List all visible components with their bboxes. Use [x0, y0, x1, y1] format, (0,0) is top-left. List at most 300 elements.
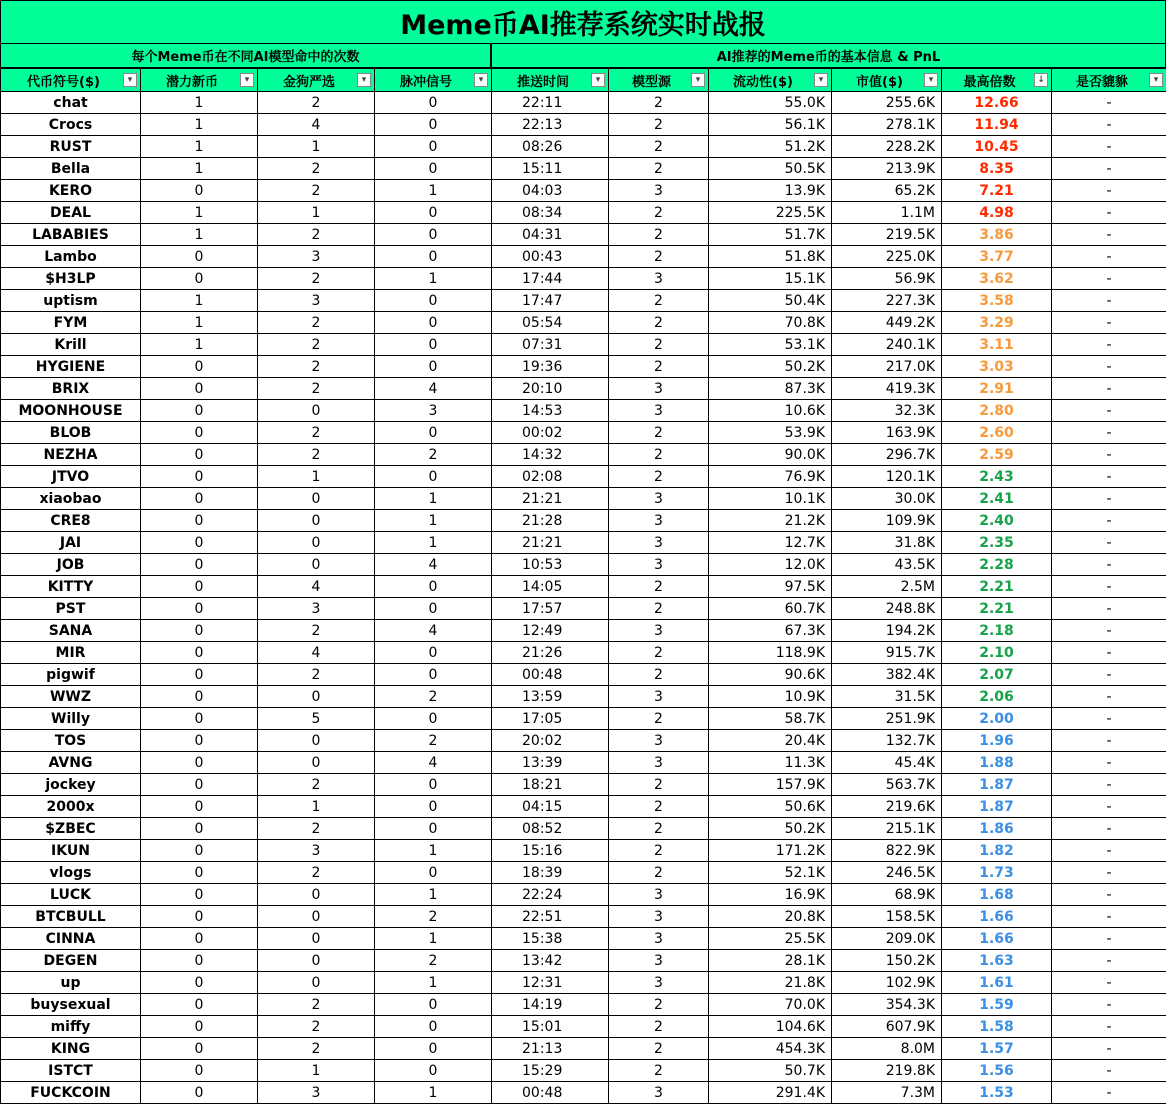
cell-golden-dog[interactable]: 2 [258, 862, 375, 884]
cell-symbol[interactable]: KITTY [1, 576, 141, 598]
cell-pulse-signal[interactable]: 0 [375, 158, 492, 180]
cell-liquidity[interactable]: 225.5K [709, 202, 832, 224]
cell-honeypot[interactable]: - [1052, 928, 1166, 950]
cell-market-cap[interactable]: 822.9K [832, 840, 942, 862]
cell-symbol[interactable]: ISTCT [1, 1060, 141, 1082]
cell-max-multiple[interactable]: 3.58 [942, 290, 1052, 312]
cell-market-cap[interactable]: 56.9K [832, 268, 942, 290]
cell-max-multiple[interactable]: 1.87 [942, 796, 1052, 818]
cell-push-time[interactable]: 19:36 [492, 356, 609, 378]
filter-dropdown-icon[interactable]: ▾ [123, 73, 137, 87]
cell-symbol[interactable]: vlogs [1, 862, 141, 884]
cell-pulse-signal[interactable]: 1 [375, 488, 492, 510]
cell-honeypot[interactable]: - [1052, 312, 1166, 334]
cell-market-cap[interactable]: 219.6K [832, 796, 942, 818]
cell-max-multiple[interactable]: 2.10 [942, 642, 1052, 664]
filter-dropdown-icon[interactable]: ▾ [691, 73, 705, 87]
cell-max-multiple[interactable]: 1.58 [942, 1016, 1052, 1038]
cell-honeypot[interactable]: - [1052, 862, 1166, 884]
cell-potential-new[interactable]: 0 [141, 356, 258, 378]
cell-pulse-signal[interactable]: 0 [375, 466, 492, 488]
cell-liquidity[interactable]: 50.4K [709, 290, 832, 312]
cell-model-source[interactable]: 2 [609, 1016, 709, 1038]
cell-symbol[interactable]: BRIX [1, 378, 141, 400]
cell-golden-dog[interactable]: 2 [258, 268, 375, 290]
cell-golden-dog[interactable]: 2 [258, 620, 375, 642]
cell-liquidity[interactable]: 52.1K [709, 862, 832, 884]
cell-model-source[interactable]: 3 [609, 928, 709, 950]
cell-honeypot[interactable]: - [1052, 224, 1166, 246]
cell-honeypot[interactable]: - [1052, 1060, 1166, 1082]
cell-model-source[interactable]: 2 [609, 246, 709, 268]
cell-pulse-signal[interactable]: 0 [375, 994, 492, 1016]
cell-market-cap[interactable]: 255.6K [832, 92, 942, 114]
cell-symbol[interactable]: DEGEN [1, 950, 141, 972]
cell-symbol[interactable]: KERO [1, 180, 141, 202]
cell-max-multiple[interactable]: 3.62 [942, 268, 1052, 290]
cell-symbol[interactable]: $ZBEC [1, 818, 141, 840]
cell-max-multiple[interactable]: 3.03 [942, 356, 1052, 378]
cell-pulse-signal[interactable]: 1 [375, 1082, 492, 1104]
cell-model-source[interactable]: 2 [609, 312, 709, 334]
cell-push-time[interactable]: 08:52 [492, 818, 609, 840]
cell-push-time[interactable]: 00:43 [492, 246, 609, 268]
cell-pulse-signal[interactable]: 0 [375, 246, 492, 268]
cell-model-source[interactable]: 3 [609, 180, 709, 202]
cell-market-cap[interactable]: 45.4K [832, 752, 942, 774]
cell-symbol[interactable]: TOS [1, 730, 141, 752]
cell-honeypot[interactable]: - [1052, 774, 1166, 796]
cell-model-source[interactable]: 2 [609, 708, 709, 730]
cell-max-multiple[interactable]: 3.29 [942, 312, 1052, 334]
cell-push-time[interactable]: 17:57 [492, 598, 609, 620]
filter-dropdown-icon[interactable]: ▾ [1149, 73, 1163, 87]
cell-symbol[interactable]: SANA [1, 620, 141, 642]
cell-model-source[interactable]: 2 [609, 92, 709, 114]
cell-push-time[interactable]: 00:48 [492, 664, 609, 686]
cell-potential-new[interactable]: 0 [141, 686, 258, 708]
cell-liquidity[interactable]: 291.4K [709, 1082, 832, 1104]
cell-honeypot[interactable]: - [1052, 730, 1166, 752]
cell-honeypot[interactable]: - [1052, 246, 1166, 268]
cell-pulse-signal[interactable]: 2 [375, 730, 492, 752]
cell-market-cap[interactable]: 246.5K [832, 862, 942, 884]
cell-golden-dog[interactable]: 1 [258, 796, 375, 818]
cell-symbol[interactable]: Bella [1, 158, 141, 180]
cell-pulse-signal[interactable]: 0 [375, 598, 492, 620]
cell-symbol[interactable]: up [1, 972, 141, 994]
cell-model-source[interactable]: 2 [609, 994, 709, 1016]
cell-market-cap[interactable]: 227.3K [832, 290, 942, 312]
cell-liquidity[interactable]: 90.0K [709, 444, 832, 466]
cell-golden-dog[interactable]: 3 [258, 1082, 375, 1104]
cell-liquidity[interactable]: 55.0K [709, 92, 832, 114]
cell-pulse-signal[interactable]: 1 [375, 884, 492, 906]
cell-honeypot[interactable]: - [1052, 994, 1166, 1016]
cell-symbol[interactable]: RUST [1, 136, 141, 158]
cell-push-time[interactable]: 04:31 [492, 224, 609, 246]
cell-max-multiple[interactable]: 2.06 [942, 686, 1052, 708]
cell-market-cap[interactable]: 1.1M [832, 202, 942, 224]
filter-dropdown-icon[interactable]: ▾ [357, 73, 371, 87]
cell-model-source[interactable]: 3 [609, 906, 709, 928]
cell-max-multiple[interactable]: 10.45 [942, 136, 1052, 158]
cell-max-multiple[interactable]: 2.80 [942, 400, 1052, 422]
cell-liquidity[interactable]: 118.9K [709, 642, 832, 664]
cell-model-source[interactable]: 2 [609, 422, 709, 444]
cell-honeypot[interactable]: - [1052, 972, 1166, 994]
cell-honeypot[interactable]: - [1052, 114, 1166, 136]
cell-push-time[interactable]: 20:10 [492, 378, 609, 400]
cell-golden-dog[interactable]: 2 [258, 444, 375, 466]
cell-market-cap[interactable]: 251.9K [832, 708, 942, 730]
cell-symbol[interactable]: IKUN [1, 840, 141, 862]
cell-push-time[interactable]: 15:16 [492, 840, 609, 862]
cell-model-source[interactable]: 2 [609, 796, 709, 818]
cell-liquidity[interactable]: 50.6K [709, 796, 832, 818]
cell-symbol[interactable]: HYGIENE [1, 356, 141, 378]
cell-golden-dog[interactable]: 4 [258, 576, 375, 598]
cell-push-time[interactable]: 14:19 [492, 994, 609, 1016]
cell-push-time[interactable]: 21:21 [492, 532, 609, 554]
cell-symbol[interactable]: JTVO [1, 466, 141, 488]
cell-push-time[interactable]: 21:13 [492, 1038, 609, 1060]
cell-liquidity[interactable]: 16.9K [709, 884, 832, 906]
cell-market-cap[interactable]: 120.1K [832, 466, 942, 488]
cell-model-source[interactable]: 3 [609, 510, 709, 532]
cell-liquidity[interactable]: 171.2K [709, 840, 832, 862]
cell-push-time[interactable]: 04:03 [492, 180, 609, 202]
cell-golden-dog[interactable]: 2 [258, 180, 375, 202]
cell-potential-new[interactable]: 0 [141, 510, 258, 532]
cell-push-time[interactable]: 12:31 [492, 972, 609, 994]
cell-symbol[interactable]: Crocs [1, 114, 141, 136]
cell-market-cap[interactable]: 296.7K [832, 444, 942, 466]
cell-symbol[interactable]: uptism [1, 290, 141, 312]
cell-honeypot[interactable]: - [1052, 422, 1166, 444]
cell-model-source[interactable]: 2 [609, 1038, 709, 1060]
cell-potential-new[interactable]: 1 [141, 158, 258, 180]
cell-push-time[interactable]: 17:47 [492, 290, 609, 312]
cell-potential-new[interactable]: 0 [141, 774, 258, 796]
cell-market-cap[interactable]: 219.5K [832, 224, 942, 246]
cell-golden-dog[interactable]: 0 [258, 510, 375, 532]
cell-push-time[interactable]: 21:21 [492, 488, 609, 510]
cell-potential-new[interactable]: 1 [141, 334, 258, 356]
cell-golden-dog[interactable]: 1 [258, 136, 375, 158]
cell-honeypot[interactable]: - [1052, 92, 1166, 114]
cell-liquidity[interactable]: 11.3K [709, 752, 832, 774]
cell-symbol[interactable]: JAI [1, 532, 141, 554]
cell-pulse-signal[interactable]: 0 [375, 774, 492, 796]
cell-potential-new[interactable]: 0 [141, 268, 258, 290]
cell-honeypot[interactable]: - [1052, 136, 1166, 158]
cell-pulse-signal[interactable]: 3 [375, 400, 492, 422]
cell-golden-dog[interactable]: 0 [258, 730, 375, 752]
cell-model-source[interactable]: 2 [609, 774, 709, 796]
cell-model-source[interactable]: 3 [609, 532, 709, 554]
cell-market-cap[interactable]: 68.9K [832, 884, 942, 906]
cell-push-time[interactable]: 00:48 [492, 1082, 609, 1104]
cell-pulse-signal[interactable]: 0 [375, 862, 492, 884]
cell-liquidity[interactable]: 21.8K [709, 972, 832, 994]
cell-push-time[interactable]: 02:08 [492, 466, 609, 488]
cell-push-time[interactable]: 15:11 [492, 158, 609, 180]
cell-liquidity[interactable]: 97.5K [709, 576, 832, 598]
cell-symbol[interactable]: pigwif [1, 664, 141, 686]
cell-pulse-signal[interactable]: 1 [375, 532, 492, 554]
cell-potential-new[interactable]: 0 [141, 554, 258, 576]
cell-push-time[interactable]: 13:42 [492, 950, 609, 972]
cell-market-cap[interactable]: 158.5K [832, 906, 942, 928]
cell-pulse-signal[interactable]: 0 [375, 642, 492, 664]
cell-golden-dog[interactable]: 2 [258, 312, 375, 334]
cell-max-multiple[interactable]: 1.59 [942, 994, 1052, 1016]
cell-symbol[interactable]: AVNG [1, 752, 141, 774]
cell-liquidity[interactable]: 12.7K [709, 532, 832, 554]
cell-model-source[interactable]: 2 [609, 642, 709, 664]
cell-push-time[interactable]: 07:31 [492, 334, 609, 356]
cell-potential-new[interactable]: 0 [141, 378, 258, 400]
cell-golden-dog[interactable]: 2 [258, 92, 375, 114]
cell-golden-dog[interactable]: 0 [258, 686, 375, 708]
cell-liquidity[interactable]: 60.7K [709, 598, 832, 620]
cell-honeypot[interactable]: - [1052, 466, 1166, 488]
cell-pulse-signal[interactable]: 1 [375, 928, 492, 950]
cell-pulse-signal[interactable]: 2 [375, 906, 492, 928]
cell-pulse-signal[interactable]: 4 [375, 378, 492, 400]
cell-symbol[interactable]: PST [1, 598, 141, 620]
cell-max-multiple[interactable]: 1.57 [942, 1038, 1052, 1060]
filter-dropdown-icon[interactable]: ▾ [814, 73, 828, 87]
cell-pulse-signal[interactable]: 0 [375, 422, 492, 444]
filter-dropdown-icon[interactable]: ▾ [474, 73, 488, 87]
cell-potential-new[interactable]: 0 [141, 576, 258, 598]
cell-liquidity[interactable]: 53.1K [709, 334, 832, 356]
cell-honeypot[interactable]: - [1052, 488, 1166, 510]
cell-potential-new[interactable]: 0 [141, 1038, 258, 1060]
cell-golden-dog[interactable]: 4 [258, 642, 375, 664]
cell-honeypot[interactable]: - [1052, 708, 1166, 730]
cell-market-cap[interactable]: 278.1K [832, 114, 942, 136]
cell-model-source[interactable]: 3 [609, 488, 709, 510]
cell-potential-new[interactable]: 1 [141, 202, 258, 224]
cell-symbol[interactable]: 2000x [1, 796, 141, 818]
cell-pulse-signal[interactable]: 1 [375, 180, 492, 202]
cell-golden-dog[interactable]: 0 [258, 400, 375, 422]
cell-model-source[interactable]: 2 [609, 818, 709, 840]
cell-honeypot[interactable]: - [1052, 158, 1166, 180]
cell-market-cap[interactable]: 215.1K [832, 818, 942, 840]
cell-market-cap[interactable]: 217.0K [832, 356, 942, 378]
cell-push-time[interactable]: 14:53 [492, 400, 609, 422]
cell-liquidity[interactable]: 87.3K [709, 378, 832, 400]
cell-liquidity[interactable]: 53.9K [709, 422, 832, 444]
cell-honeypot[interactable]: - [1052, 950, 1166, 972]
cell-symbol[interactable]: xiaobao [1, 488, 141, 510]
cell-market-cap[interactable]: 248.8K [832, 598, 942, 620]
cell-model-source[interactable]: 3 [609, 378, 709, 400]
cell-pulse-signal[interactable]: 0 [375, 664, 492, 686]
cell-pulse-signal[interactable]: 0 [375, 202, 492, 224]
cell-liquidity[interactable]: 13.9K [709, 180, 832, 202]
cell-push-time[interactable]: 13:39 [492, 752, 609, 774]
cell-golden-dog[interactable]: 0 [258, 554, 375, 576]
cell-golden-dog[interactable]: 2 [258, 1016, 375, 1038]
cell-market-cap[interactable]: 354.3K [832, 994, 942, 1016]
cell-max-multiple[interactable]: 2.28 [942, 554, 1052, 576]
cell-liquidity[interactable]: 20.8K [709, 906, 832, 928]
cell-pulse-signal[interactable]: 0 [375, 576, 492, 598]
cell-pulse-signal[interactable]: 0 [375, 136, 492, 158]
cell-golden-dog[interactable]: 2 [258, 356, 375, 378]
cell-symbol[interactable]: DEAL [1, 202, 141, 224]
cell-max-multiple[interactable]: 2.21 [942, 598, 1052, 620]
cell-honeypot[interactable]: - [1052, 642, 1166, 664]
cell-potential-new[interactable]: 0 [141, 840, 258, 862]
cell-pulse-signal[interactable]: 4 [375, 752, 492, 774]
cell-max-multiple[interactable]: 11.94 [942, 114, 1052, 136]
cell-liquidity[interactable]: 454.3K [709, 1038, 832, 1060]
cell-symbol[interactable]: WWZ [1, 686, 141, 708]
cell-max-multiple[interactable]: 2.60 [942, 422, 1052, 444]
cell-potential-new[interactable]: 0 [141, 180, 258, 202]
cell-model-source[interactable]: 3 [609, 554, 709, 576]
cell-symbol[interactable]: Krill [1, 334, 141, 356]
cell-liquidity[interactable]: 21.2K [709, 510, 832, 532]
cell-golden-dog[interactable]: 0 [258, 906, 375, 928]
cell-golden-dog[interactable]: 4 [258, 114, 375, 136]
cell-pulse-signal[interactable]: 0 [375, 818, 492, 840]
cell-pulse-signal[interactable]: 1 [375, 972, 492, 994]
cell-max-multiple[interactable]: 2.00 [942, 708, 1052, 730]
cell-max-multiple[interactable]: 1.61 [942, 972, 1052, 994]
cell-liquidity[interactable]: 90.6K [709, 664, 832, 686]
cell-max-multiple[interactable]: 2.07 [942, 664, 1052, 686]
cell-push-time[interactable]: 15:29 [492, 1060, 609, 1082]
cell-honeypot[interactable]: - [1052, 686, 1166, 708]
cell-honeypot[interactable]: - [1052, 884, 1166, 906]
cell-max-multiple[interactable]: 1.56 [942, 1060, 1052, 1082]
cell-model-source[interactable]: 3 [609, 620, 709, 642]
cell-market-cap[interactable]: 219.8K [832, 1060, 942, 1082]
cell-potential-new[interactable]: 1 [141, 92, 258, 114]
cell-potential-new[interactable]: 0 [141, 444, 258, 466]
cell-model-source[interactable]: 3 [609, 400, 709, 422]
cell-honeypot[interactable]: - [1052, 1016, 1166, 1038]
cell-honeypot[interactable]: - [1052, 334, 1166, 356]
cell-potential-new[interactable]: 0 [141, 796, 258, 818]
cell-honeypot[interactable]: - [1052, 268, 1166, 290]
cell-market-cap[interactable]: 228.2K [832, 136, 942, 158]
cell-golden-dog[interactable]: 2 [258, 818, 375, 840]
cell-max-multiple[interactable]: 12.66 [942, 92, 1052, 114]
cell-golden-dog[interactable]: 1 [258, 466, 375, 488]
cell-potential-new[interactable]: 0 [141, 400, 258, 422]
cell-honeypot[interactable]: - [1052, 598, 1166, 620]
cell-model-source[interactable]: 2 [609, 1060, 709, 1082]
cell-golden-dog[interactable]: 2 [258, 378, 375, 400]
cell-max-multiple[interactable]: 1.53 [942, 1082, 1052, 1104]
cell-potential-new[interactable]: 1 [141, 136, 258, 158]
cell-model-source[interactable]: 2 [609, 334, 709, 356]
cell-max-multiple[interactable]: 1.66 [942, 906, 1052, 928]
cell-pulse-signal[interactable]: 0 [375, 92, 492, 114]
cell-golden-dog[interactable]: 1 [258, 1060, 375, 1082]
cell-model-source[interactable]: 2 [609, 114, 709, 136]
cell-golden-dog[interactable]: 2 [258, 1038, 375, 1060]
cell-liquidity[interactable]: 50.7K [709, 1060, 832, 1082]
cell-push-time[interactable]: 15:38 [492, 928, 609, 950]
filter-dropdown-icon[interactable]: ▾ [924, 73, 938, 87]
cell-potential-new[interactable]: 0 [141, 862, 258, 884]
cell-pulse-signal[interactable]: 0 [375, 708, 492, 730]
cell-symbol[interactable]: CINNA [1, 928, 141, 950]
cell-market-cap[interactable]: 563.7K [832, 774, 942, 796]
cell-potential-new[interactable]: 1 [141, 312, 258, 334]
cell-model-source[interactable]: 3 [609, 972, 709, 994]
cell-max-multiple[interactable]: 1.88 [942, 752, 1052, 774]
cell-golden-dog[interactable]: 3 [258, 598, 375, 620]
cell-push-time[interactable]: 15:01 [492, 1016, 609, 1038]
cell-push-time[interactable]: 17:44 [492, 268, 609, 290]
cell-potential-new[interactable]: 0 [141, 730, 258, 752]
cell-market-cap[interactable]: 2.5M [832, 576, 942, 598]
cell-potential-new[interactable]: 0 [141, 1082, 258, 1104]
cell-push-time[interactable]: 04:15 [492, 796, 609, 818]
cell-liquidity[interactable]: 104.6K [709, 1016, 832, 1038]
cell-liquidity[interactable]: 10.6K [709, 400, 832, 422]
cell-pulse-signal[interactable]: 0 [375, 1016, 492, 1038]
cell-model-source[interactable]: 2 [609, 840, 709, 862]
cell-symbol[interactable]: FYM [1, 312, 141, 334]
cell-model-source[interactable]: 3 [609, 1082, 709, 1104]
cell-push-time[interactable]: 18:39 [492, 862, 609, 884]
cell-liquidity[interactable]: 51.2K [709, 136, 832, 158]
sort-filter-icon[interactable]: ↓ [1034, 73, 1048, 87]
cell-model-source[interactable]: 3 [609, 730, 709, 752]
cell-honeypot[interactable]: - [1052, 906, 1166, 928]
cell-push-time[interactable]: 22:51 [492, 906, 609, 928]
cell-market-cap[interactable]: 194.2K [832, 620, 942, 642]
cell-max-multiple[interactable]: 2.43 [942, 466, 1052, 488]
cell-max-multiple[interactable]: 1.87 [942, 774, 1052, 796]
cell-potential-new[interactable]: 0 [141, 466, 258, 488]
cell-model-source[interactable]: 3 [609, 268, 709, 290]
cell-potential-new[interactable]: 0 [141, 246, 258, 268]
cell-push-time[interactable]: 14:05 [492, 576, 609, 598]
cell-liquidity[interactable]: 51.7K [709, 224, 832, 246]
cell-market-cap[interactable]: 225.0K [832, 246, 942, 268]
cell-liquidity[interactable]: 50.5K [709, 158, 832, 180]
cell-golden-dog[interactable]: 2 [258, 774, 375, 796]
cell-potential-new[interactable]: 0 [141, 664, 258, 686]
cell-symbol[interactable]: Lambo [1, 246, 141, 268]
cell-liquidity[interactable]: 12.0K [709, 554, 832, 576]
cell-potential-new[interactable]: 0 [141, 928, 258, 950]
cell-max-multiple[interactable]: 2.18 [942, 620, 1052, 642]
cell-golden-dog[interactable]: 2 [258, 158, 375, 180]
cell-symbol[interactable]: NEZHA [1, 444, 141, 466]
cell-potential-new[interactable]: 0 [141, 642, 258, 664]
cell-honeypot[interactable]: - [1052, 356, 1166, 378]
cell-push-time[interactable]: 21:28 [492, 510, 609, 532]
cell-honeypot[interactable]: - [1052, 1038, 1166, 1060]
cell-market-cap[interactable]: 31.8K [832, 532, 942, 554]
cell-symbol[interactable]: chat [1, 92, 141, 114]
cell-market-cap[interactable]: 382.4K [832, 664, 942, 686]
cell-push-time[interactable]: 22:13 [492, 114, 609, 136]
